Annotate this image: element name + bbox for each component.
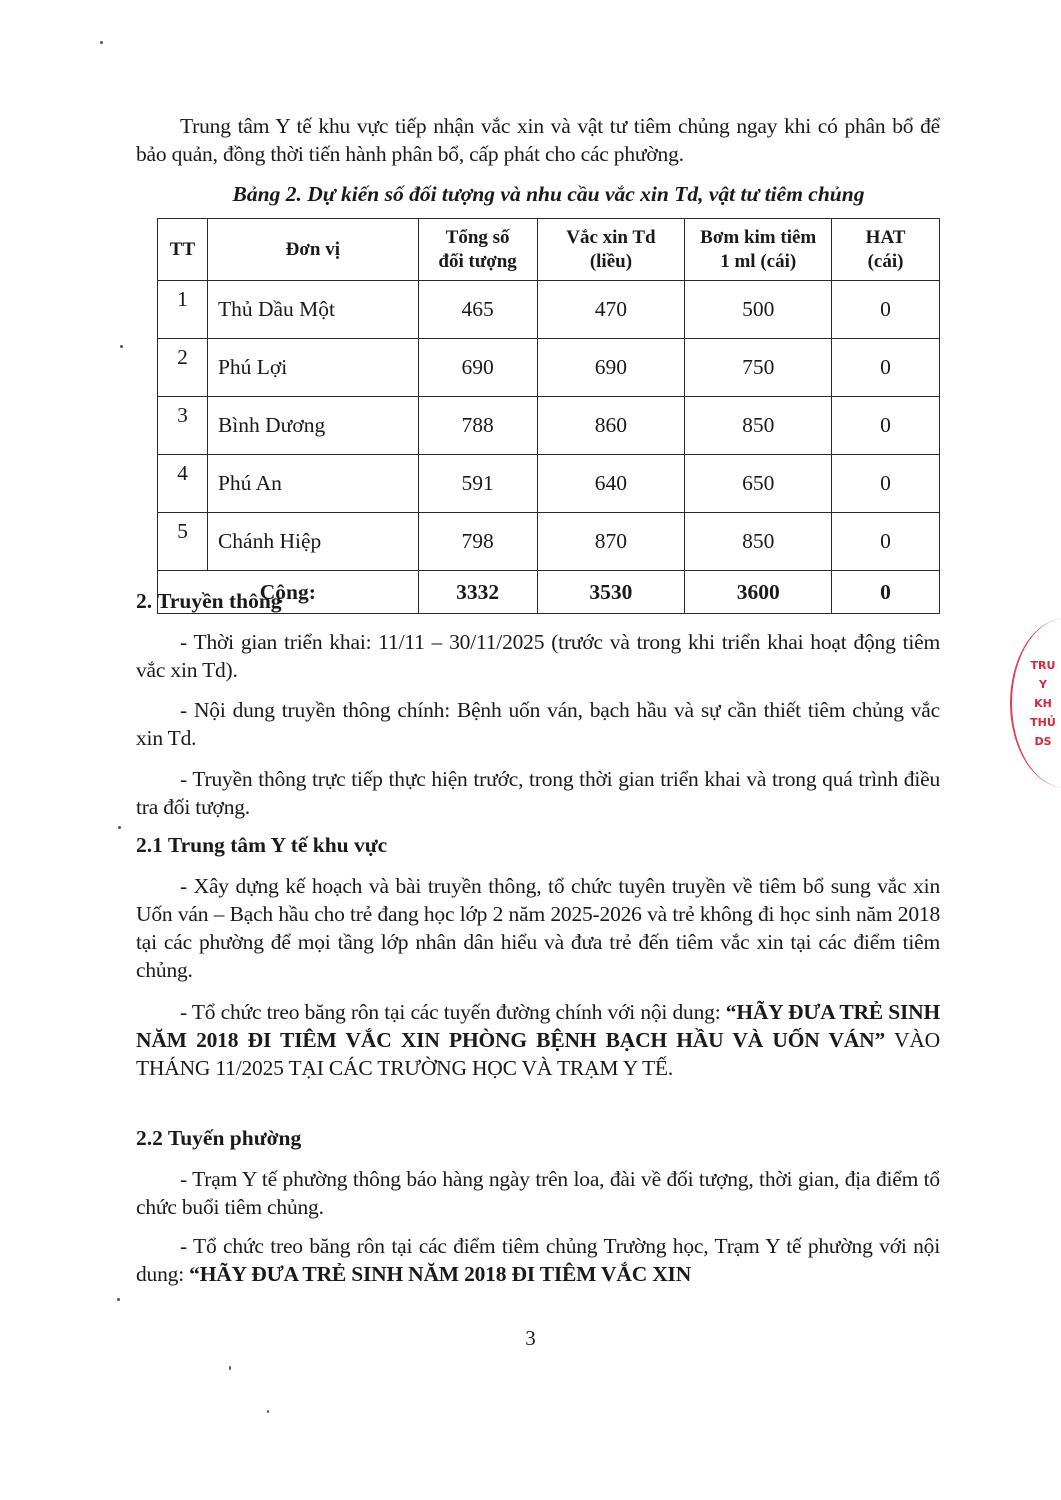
total-hat: 0 [832, 571, 940, 614]
header-total-subjects [418, 219, 537, 281]
section-2-item: - Truyền thông trực tiếp thực hiện trước, trong thời gian triển khai và trong quá trình điều tra đối tượng. [136, 767, 940, 819]
cell-syringe: 650 [685, 455, 832, 513]
header-vaccine-line1: Vắc xin Td [566, 226, 656, 248]
banner-slogan: “HÃY ĐƯA TRẺ SINH NĂM 2018 ĐI TIÊM VẮC XIN PHÒNG BỆNH BẠCH HẦU VÀ UỐN VÁN” [136, 1000, 941, 1052]
total-syringe: 3600 [685, 571, 832, 614]
table-row [158, 455, 940, 513]
cell-unit: Chánh Hiệp [207, 513, 418, 571]
table-row [158, 513, 940, 571]
scan-speck [117, 1298, 120, 1301]
cell-tt: 3 [158, 397, 208, 455]
intro-paragraph: Trung tâm Y tế khu vực tiếp nhận vắc xin và vật tư tiêm chủng ngay khi có phân bổ để bảo quản, đồng thời tiến hành phân bổ, cấp phát cho các phường. [136, 114, 940, 166]
section-2-2-item-2-prefix: - Tổ chức treo băng rôn tại các điểm tiêm chủng Trường học, Trạm Y tế phường với nội dung: [136, 1234, 940, 1286]
header-syringe-line2: 1 ml (cái) [720, 250, 797, 272]
header-syringe-line1: Bơm kim tiêm [700, 226, 817, 248]
cell-hat: 0 [832, 397, 940, 455]
cell-unit: Bình Dương [207, 397, 418, 455]
total-subjects: 3332 [418, 571, 537, 614]
header-syringe [685, 219, 832, 281]
header-tt: TT [158, 219, 208, 281]
cell-tt: 2 [158, 339, 208, 397]
cell-vaccine: 870 [537, 513, 685, 571]
section-2-item: - Thời gian triển khai: 11/11 – 30/11/2025 (trước và trong khi triển khai hoạt động tiêm vắc xin Td). [136, 630, 940, 682]
cell-subjects: 465 [418, 281, 537, 339]
scan-speck [120, 345, 123, 348]
scan-speck [267, 1410, 269, 1413]
cell-unit: Phú Lợi [207, 339, 418, 397]
cell-subjects: 798 [418, 513, 537, 571]
table-row [158, 339, 940, 397]
table-caption: Bảng 2. Dự kiến số đối tượng và nhu cầu vắc xin Td, vật tư tiêm chủng [232, 182, 865, 206]
vaccine-demand-table [157, 218, 940, 614]
scan-speck [229, 1366, 231, 1370]
cell-subjects: 788 [418, 397, 537, 455]
header-hat-line2: (cái) [867, 250, 904, 272]
section-2-2-heading: 2.2 Tuyến phường [136, 1126, 302, 1150]
cell-syringe: 850 [685, 513, 832, 571]
table-row [158, 397, 940, 455]
cell-hat: 0 [832, 281, 940, 339]
section-2-1-heading: 2.1 Trung tâm Y tế khu vực [136, 833, 388, 857]
cell-hat: 0 [832, 339, 940, 397]
header-vaccine [537, 219, 685, 281]
cell-unit: Phú An [207, 455, 418, 513]
cell-vaccine: 640 [537, 455, 685, 513]
stamp-line: THỦ [1030, 716, 1056, 729]
header-hat-line1: HAT [865, 226, 906, 248]
banner-slogan: “HÃY ĐƯA TRẺ SINH NĂM 2018 ĐI TIÊM VẮC XIN [189, 1262, 692, 1286]
table-header-row [158, 219, 940, 281]
section-2-1-item-2-prefix: - Tổ chức treo băng rôn tại các tuyến đường chính với nội dung: [180, 1000, 726, 1024]
scan-speck [100, 41, 103, 44]
stamp-text [1023, 656, 1061, 751]
scan-speck [118, 826, 121, 829]
cell-subjects: 690 [418, 339, 537, 397]
cell-tt: 4 [158, 455, 208, 513]
section-2-1-item-2 [136, 998, 940, 1082]
cell-vaccine: 470 [537, 281, 685, 339]
header-total-subjects-line1: Tổng số [445, 226, 510, 248]
cell-tt: 5 [158, 513, 208, 571]
section-2-2-item-2 [136, 1232, 940, 1288]
cell-syringe: 850 [685, 397, 832, 455]
stamp-line: DS [1034, 735, 1052, 748]
cell-syringe: 750 [685, 339, 832, 397]
header-unit: Đơn vị [207, 219, 418, 281]
stamp-line: KH [1034, 697, 1052, 710]
cell-tt: 1 [158, 281, 208, 339]
cell-hat: 0 [832, 455, 940, 513]
cell-unit: Thủ Dầu Một [207, 281, 418, 339]
section-2-1-item-2-suffix: VÀO THÁNG 11/2025 TẠI CÁC TRƯỜNG HỌC VÀ TRẠM Y TẾ. [136, 1028, 940, 1080]
section-2-heading: 2. Truyền thông [136, 589, 282, 613]
page-number: 3 [525, 1326, 536, 1350]
cell-hat: 0 [832, 513, 940, 571]
cell-vaccine: 690 [537, 339, 685, 397]
section-2-2-item-1: - Trạm Y tế phường thông báo hàng ngày trên loa, đài về đối tượng, thời gian, địa điểm tổ chức buổi tiêm chủng. [136, 1167, 940, 1219]
total-vaccine: 3530 [537, 571, 685, 614]
total-label: Cộng: [158, 571, 419, 614]
header-vaccine-line2: (liều) [589, 250, 633, 272]
cell-vaccine: 860 [537, 397, 685, 455]
table-row [158, 281, 940, 339]
section-2-item: - Nội dung truyền thông chính: Bệnh uốn ván, bạch hầu và sự cần thiết tiêm chủng vắc xin Td. [136, 698, 940, 750]
stamp-line: TRU [1030, 659, 1056, 672]
header-total-subjects-line2: đối tượng [438, 250, 517, 272]
header-hat [832, 219, 940, 281]
section-2-1-item-1: - Xây dựng kế hoạch và bài truyền thông, tổ chức tuyên truyền về tiêm bổ sung vắc xin Uốn ván – Bạch hầu cho trẻ đang học lớp 2 năm 2025-2026 và trẻ không đi học sinh năm 2018 tại các phường để mọi tầng lớp nhân dân hiểu và đưa trẻ đến tiêm vắc xin tại các điểm tiêm chủng. [136, 874, 940, 982]
cell-subjects: 591 [418, 455, 537, 513]
official-stamp [1005, 618, 1061, 788]
cell-syringe: 500 [685, 281, 832, 339]
stamp-line: Y [1039, 678, 1047, 691]
